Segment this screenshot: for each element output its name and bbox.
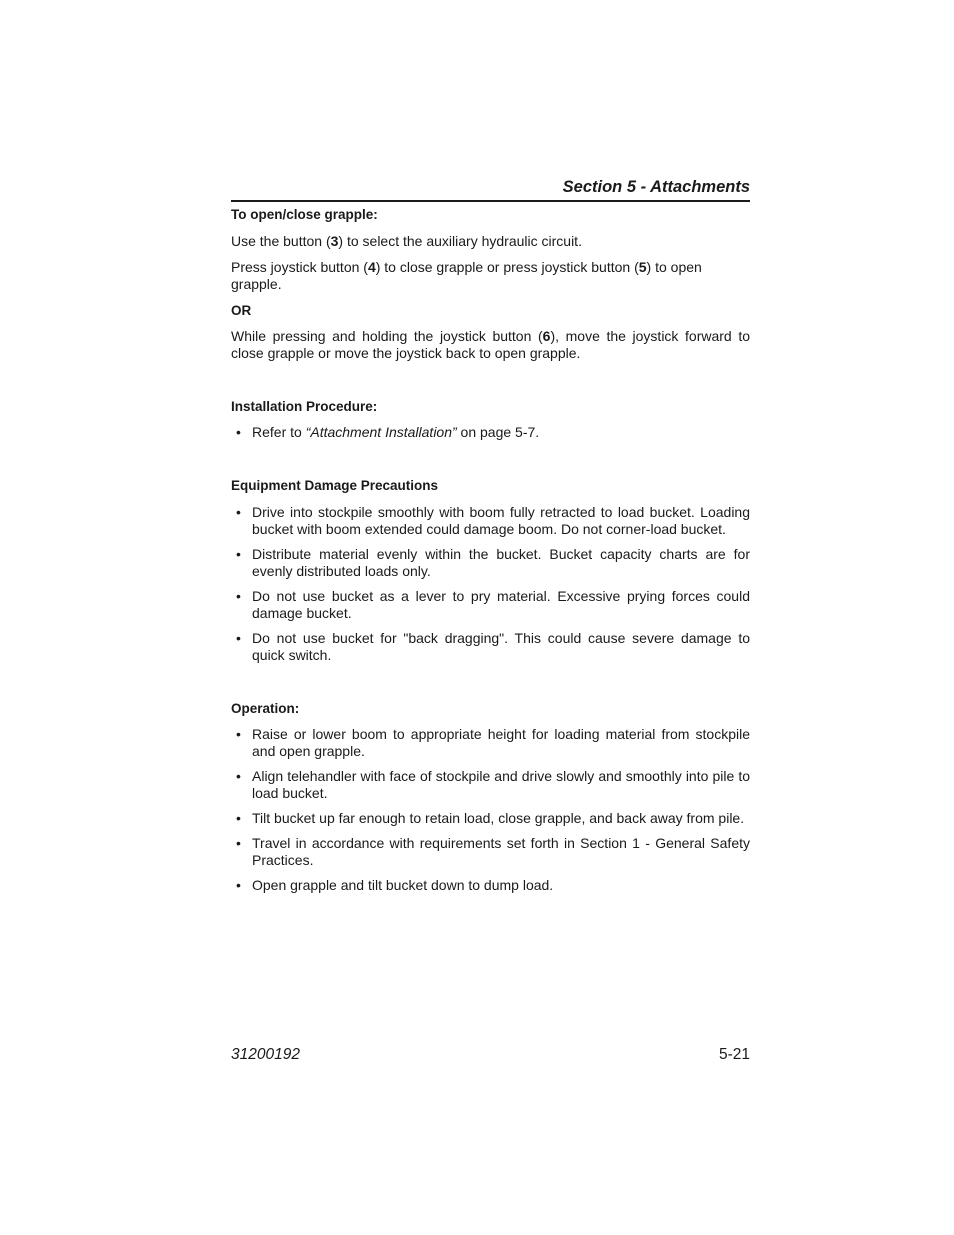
list-item: • Drive into stockpile smoothly with boom fully retracted to load bucket. Loading bucket with boom extended could damage boom. Do not corner-load bucket. [236, 504, 750, 537]
list-item: • Tilt bucket up far enough to retain load, close grapple, and back away from pile. [236, 810, 745, 826]
bullet-icon: • [236, 504, 241, 520]
bullet-icon: • [236, 630, 241, 646]
installation-list [231, 424, 750, 441]
page-footer [231, 1045, 750, 1065]
grapple-paragraph-1: Use the button (3) to select the auxiliary hydraulic circuit. [231, 233, 582, 249]
bullet-icon: • [236, 726, 241, 742]
grapple-paragraph-3: While pressing and holding the joystick button (6), move the joystick forward to close grapple or move the joystick back to open grapple. [231, 328, 751, 361]
list-item: • Do not use bucket for "back dragging". This could cause severe damage to quick switch. [236, 630, 750, 663]
list-item: • Refer to “Attachment Installation” on page 5-7. [236, 424, 540, 440]
bullet-icon: • [236, 877, 241, 893]
page-content [231, 206, 750, 894]
bullet-icon: • [236, 810, 241, 826]
cross-reference-link: “Attachment Installation” [305, 424, 457, 440]
or-label: OR [231, 303, 252, 318]
operation-list [231, 726, 750, 894]
section-title: Section 5 - Attachments [562, 178, 750, 196]
document-number: 31200192 [231, 1046, 300, 1063]
list-item: • Distribute material evenly within the bucket. Bucket capacity charts are for evenly distributed loads only. [236, 546, 750, 579]
bullet-icon: • [236, 588, 241, 604]
list-item: • Do not use bucket as a lever to pry material. Excessive prying forces could damage bucket. [236, 588, 750, 621]
grapple-paragraph-2: Press joystick button (4) to close grapple or press joystick button (5) to open grapple. [231, 259, 702, 292]
operation-heading: Operation: [231, 701, 300, 716]
damage-heading: Equipment Damage Precautions [231, 478, 439, 493]
bullet-icon: • [236, 835, 241, 851]
installation-heading: Installation Procedure: [231, 399, 378, 414]
bullet-icon: • [236, 424, 241, 440]
manual-page [231, 0, 750, 1235]
page-number: 5-21 [718, 1046, 750, 1063]
list-item: • Open grapple and tilt bucket down to dump load. [236, 877, 554, 893]
damage-list [231, 504, 750, 664]
bullet-icon: • [236, 546, 241, 562]
list-item: • Travel in accordance with requirements set forth in Section 1 - General Safety Practices. [236, 835, 750, 868]
section-header [231, 176, 750, 202]
list-item: • Align telehandler with face of stockpile and drive slowly and smoothly into pile to load bucket. [236, 768, 750, 801]
grapple-heading: To open/close grapple: [231, 207, 378, 222]
list-item: • Raise or lower boom to appropriate height for loading material from stockpile and open grapple. [236, 726, 750, 759]
bullet-icon: • [236, 768, 241, 784]
